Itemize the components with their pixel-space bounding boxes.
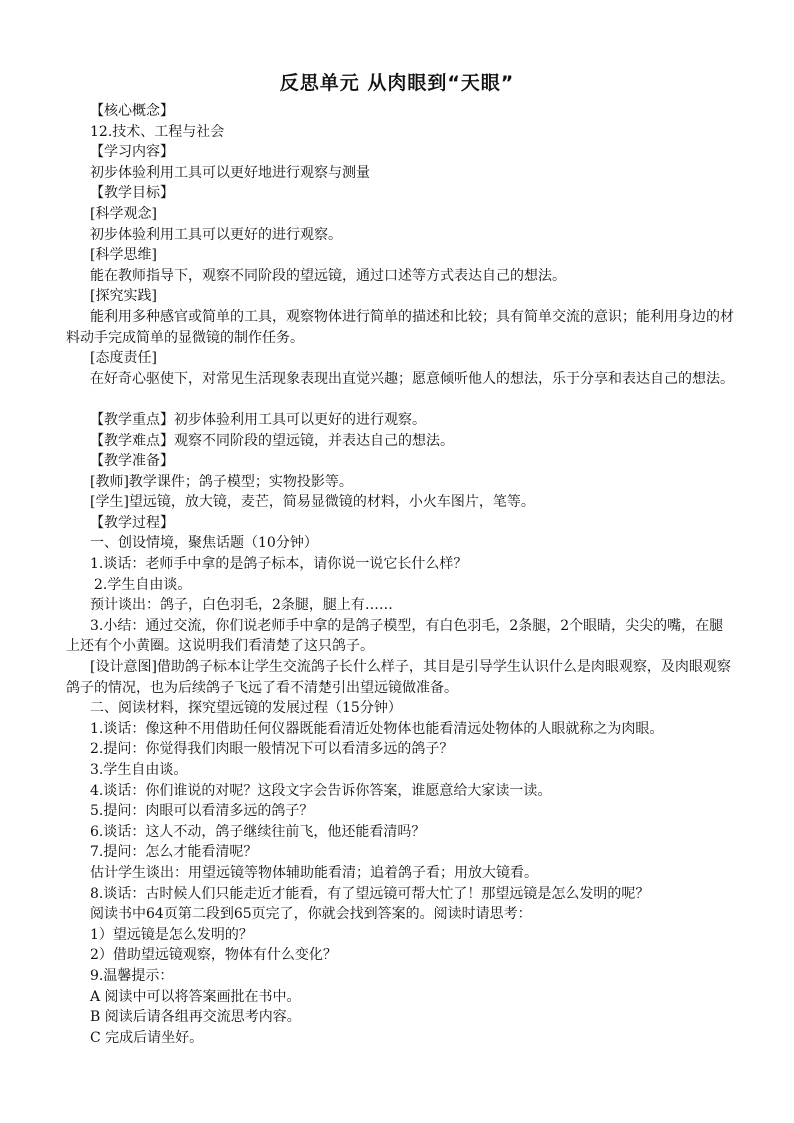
text-student-prep: [学生]望远镜，放大镜，麦芒，简易显微镜的材料，小火车图片，笔等。 [90, 494, 535, 511]
text-teacher-prep: [教师]教学课件；鸽子模型；实物投影等。 [90, 473, 353, 490]
text-line: 能在教师指导下，观察不同阶段的望远镜，通过口述等方式表达自己的想法。 [90, 267, 566, 284]
text-line: 6.谈话：这人不动，鸽子继续往前飞，他还能看清吗？ [90, 823, 426, 840]
text-line: 1.谈话：老师手中拿的是鸽子标本，请你说一说它长什么样？ [90, 556, 468, 573]
page-title: 反思单元 从肉眼到“天眼” [279, 72, 515, 94]
paragraph-attitude: 在好奇心驱使下，对常见生活现象表现出直觉兴趣；愿意倾听他人的想法，乐于分享和表达自己的想法。 [90, 370, 734, 387]
text-line: 2.学生自由谈。 [94, 576, 192, 593]
text-line: 2）借助望远镜观察，物体有什么变化？ [90, 947, 337, 964]
text-line: 1.谈话：像这种不用借助任何仪器既能看清近处物体也能看清远处物体的人眼就称之为肉眼。 [90, 720, 664, 737]
text-line: 5.提问：肉眼可以看清多远的鸽子？ [90, 803, 314, 820]
heading-teaching-goals: 【教学目标】 [90, 185, 174, 202]
text-line: 3.学生自由谈。 [90, 762, 188, 778]
text-line: A 阅读中可以将答案画批在书中。 [90, 988, 301, 1005]
heading-teaching-process: 【教学过程】 [90, 514, 174, 531]
text-line: 9.温馨提示： [90, 967, 174, 984]
text-line: 初步体验利用工具可以更好的进行观察。 [90, 226, 342, 243]
heading-learning-content: 【学习内容】 [90, 144, 174, 161]
subheading-inquiry-practice: [探究实践] [90, 288, 157, 305]
text-line: 12.技术、工程与社会 [90, 123, 225, 140]
text-line: 7.提问：怎么才能看清呢？ [90, 844, 258, 861]
paragraph-design-intent: [设计意图]借助鸽子标本让学生交流鸽子长什么样子，其目是引导学生认识什么是肉眼观察，及肉眼观察鸽子的情况，也为后续鸽子飞远了看不清楚引出望远镜做准备。 [66, 659, 731, 696]
heading-core-concept: 【核心概念】 [90, 103, 174, 119]
section-heading-2: 二、阅读材料，探究望远镜的发展过程（15分钟） [90, 700, 402, 717]
text-line: 预计谈出：鸽子，白色羽毛，2条腿，腿上有…… [90, 597, 393, 614]
subheading-science-thinking: [科学思维] [90, 247, 157, 264]
text-line: 初步体验利用工具可以更好地进行观察与测量 [90, 164, 370, 181]
text-line: 8.谈话：古时候人们只能走近才能看，有了望远镜可帮大忙了！那望远镜是怎么发明的呢？ [90, 885, 650, 902]
text-line: C 完成后请坐好。 [90, 1029, 204, 1046]
text-line: B 阅读后请各组再交流思考内容。 [90, 1009, 301, 1026]
subheading-science-concept: [科学观念] [90, 205, 157, 222]
document-body [66, 101, 736, 1048]
paragraph-inquiry-practice: 能利用多种感官或简单的工具，观察物体进行简单的描述和比较；具有简单交流的意识；能利用身边的材料动手完成简单的显微镜的制作任务。 [66, 308, 734, 346]
text-difficult-point: 【教学难点】观察不同阶段的望远镜，并表达自己的想法。 [90, 432, 454, 449]
text-key-point: 【教学重点】初步体验利用工具可以更好的进行观察。 [90, 411, 426, 428]
text-line: 2.提问：你觉得我们肉眼一般情况下可以看清多远的鸽子？ [90, 741, 454, 758]
heading-teaching-prep: 【教学准备】 [90, 453, 174, 470]
text-line: 1）望远镜是怎么发明的？ [90, 926, 253, 943]
text-line: 4.谈话：你们谁说的对呢？这段文字会告诉你答案，谁愿意给大家读一读。 [90, 782, 552, 799]
paragraph-summary: 3.小结：通过交流，你们说老师手中拿的是鸽子模型，有白色羽毛，2条腿，2个眼睛，尖尖的嘴，在腿上还有个小黄圈。这说明我们看清楚了这只鸽子。 [66, 617, 724, 655]
section-heading-1: 一、创设情境，聚焦话题（10分钟） [90, 535, 318, 552]
subheading-attitude: [态度责任] [90, 350, 157, 367]
text-line: 阅读书中64页第二段到65页完了，你就会找到答案的。阅读时请思考： [90, 906, 532, 923]
text-line: 估计学生谈出：用望远镜等物体辅助能看清；追着鸽子看；用放大镜看。 [90, 864, 538, 881]
